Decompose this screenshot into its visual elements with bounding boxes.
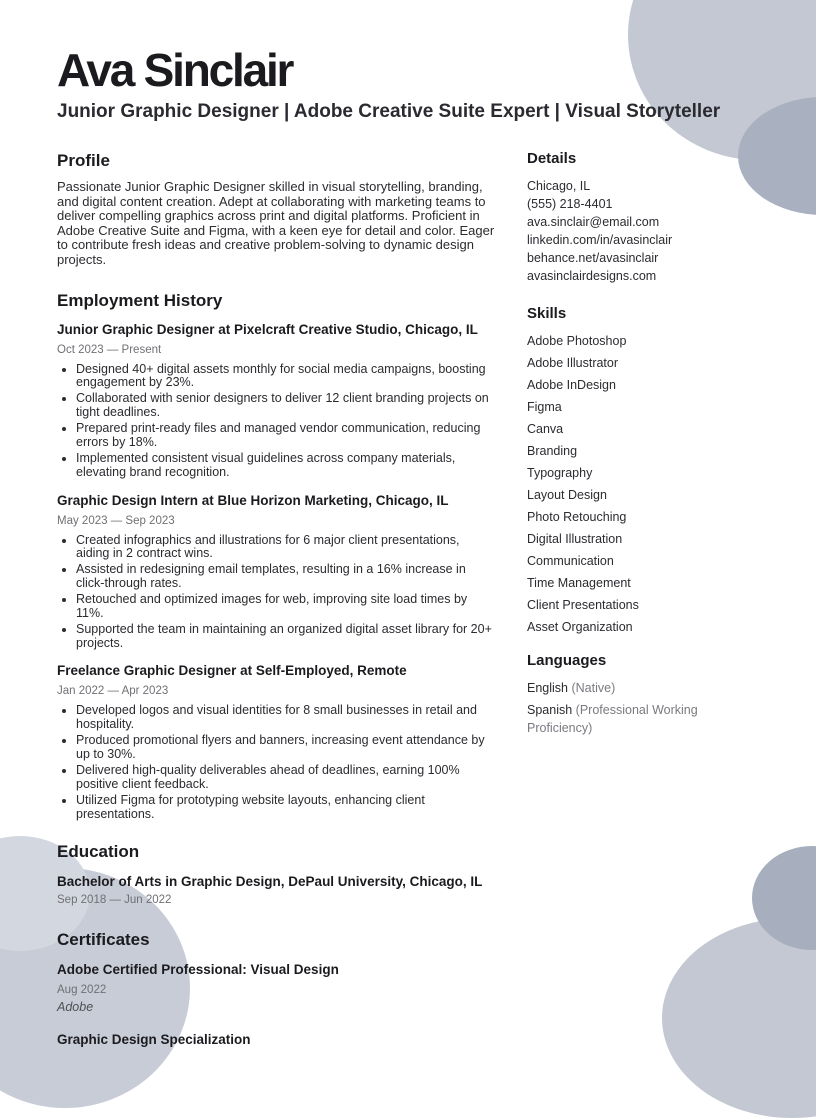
certificates-heading: Certificates: [57, 930, 150, 950]
employment-heading: Employment History: [57, 290, 223, 310]
employment-section: [57, 290, 495, 822]
languages-section: [527, 651, 737, 737]
language-level: (Native): [571, 681, 616, 695]
job-bullet: • Utilized Figma for prototyping website layouts, enhancing client presentations.: [76, 794, 495, 822]
detail-website-link[interactable]: avasinclairdesigns.com: [527, 269, 657, 283]
job-bullets: [57, 534, 495, 651]
main-column: [57, 150, 495, 1049]
profile-heading: Profile: [57, 151, 110, 170]
job-bullet: • Developed logos and visual identities for 8 small businesses in retail and hospitality.: [76, 704, 495, 732]
skill-item: Time Management: [527, 576, 631, 590]
job-bullets: [57, 363, 495, 480]
detail-linkedin-link[interactable]: linkedin.com/in/avasinclair: [527, 233, 673, 247]
resume-name: Ava Sinclair: [57, 44, 293, 96]
job-bullet: • Implemented consistent visual guidelines across company materials, elevating brand recognition.: [76, 452, 495, 480]
job-dates: Jan 2022 — Apr 2023: [57, 685, 169, 698]
certificate-entry: [57, 1031, 495, 1049]
certificate-entry: [57, 961, 495, 1015]
skills-list: [527, 332, 737, 636]
education-section: [57, 841, 495, 907]
language-item: [527, 701, 737, 737]
job-dates: Oct 2023 — Present: [57, 343, 162, 356]
skill-item: Digital Illustration: [527, 532, 623, 546]
job-bullets: [57, 704, 495, 821]
detail-location: Chicago, IL: [527, 179, 591, 193]
certificate-title: Graphic Design Specialization: [57, 1032, 251, 1048]
skill-item: Asset Organization: [527, 620, 633, 634]
education-heading: Education: [57, 842, 140, 862]
job-title: Graphic Design Intern at Blue Horizon Marketing, Chicago, IL: [57, 492, 449, 508]
sidebar-column: [527, 149, 737, 741]
skill-item: Client Presentations: [527, 598, 639, 612]
job-bullet: • Designed 40+ digital assets monthly for social media campaigns, boosting engagement by 23%.: [76, 363, 495, 391]
profile-text: Passionate Junior Graphic Designer skilled in visual storytelling, branding, and digital content creation. Adept at collaborating with marketing teams to deliver compelling graphics across print and digital platforms. Proficient in Adobe Creative Suite and Figma, with a keen eye for detail and color. Eager to contribute fresh ideas and creative problem-solving to dynamic design projects.: [57, 179, 495, 267]
job-bullet: • Supported the team in maintaining an organized digital asset library for 20+ projects.: [76, 623, 495, 651]
details-section: [527, 149, 737, 285]
skills-section: [527, 304, 737, 636]
details-heading: Details: [527, 150, 577, 167]
job-bullet: • Retouched and optimized images for web, improving site load times by 11%.: [76, 593, 495, 621]
languages-list: [527, 679, 737, 737]
detail-phone[interactable]: (555) 218-4401: [527, 197, 613, 211]
language-level: (Professional Working Proficiency): [527, 703, 698, 735]
job-entry: [57, 492, 495, 651]
skill-item: Adobe InDesign: [527, 378, 616, 392]
job-bullet: • Delivered high-quality deliverables ahead of deadlines, earning 100% positive client feedback.: [76, 764, 495, 792]
details-list: [527, 177, 737, 285]
degree-title: Bachelor of Arts in Graphic Design, DePaul University, Chicago, IL: [57, 874, 483, 890]
language-name: English: [527, 681, 568, 695]
skill-item: Branding: [527, 444, 578, 458]
skill-item: Communication: [527, 554, 614, 568]
profile-section: [57, 150, 495, 268]
job-bullet: • Prepared print-ready files and managed vendor communication, reducing errors by 18%.: [76, 422, 495, 450]
job-bullet: • Assisted in redesigning email templates, resulting in a 16% increase in click-through rates.: [76, 563, 495, 591]
certificates-section: [57, 929, 495, 1049]
skill-item: Typography: [527, 466, 593, 480]
job-bullet: • Produced promotional flyers and banners, increasing event attendance by up to 30%.: [76, 734, 495, 762]
language-name: Spanish: [527, 703, 573, 717]
job-dates: May 2023 — Sep 2023: [57, 514, 175, 527]
detail-email-link[interactable]: ava.sinclair@email.com: [527, 215, 660, 229]
job-title: Freelance Graphic Designer at Self-Employed, Remote: [57, 663, 407, 679]
language-item: [527, 679, 737, 697]
certificate-issuer: Adobe: [57, 1000, 94, 1015]
job-bullet: • Collaborated with senior designers to deliver 12 client branding projects on tight deadlines.: [76, 392, 495, 420]
job-entry: [57, 662, 495, 821]
skill-item: Figma: [527, 400, 562, 414]
job-title: Junior Graphic Designer at Pixelcraft Creative Studio, Chicago, IL: [57, 321, 478, 337]
skills-heading: Skills: [527, 305, 567, 322]
decorative-circle-bottom-right: [662, 918, 816, 1118]
certificate-date: Aug 2022: [57, 984, 107, 997]
job-entry: [57, 321, 495, 480]
languages-heading: Languages: [527, 652, 607, 669]
skill-item: Adobe Illustrator: [527, 356, 619, 370]
degree-dates: Sep 2018 — Jun 2022: [57, 894, 172, 907]
skill-item: Canva: [527, 422, 564, 436]
skill-item: Photo Retouching: [527, 510, 627, 524]
resume-tagline: Junior Graphic Designer | Adobe Creative Suite Expert | Visual Storyteller: [57, 101, 721, 122]
skill-item: Adobe Photoshop: [527, 334, 627, 348]
certificate-title: Adobe Certified Professional: Visual Design: [57, 962, 339, 978]
job-bullet: • Created infographics and illustrations for 6 major client presentations, aiding in 2 contract wins.: [76, 534, 495, 562]
detail-behance-link[interactable]: behance.net/avasinclair: [527, 251, 659, 265]
skill-item: Layout Design: [527, 488, 607, 502]
